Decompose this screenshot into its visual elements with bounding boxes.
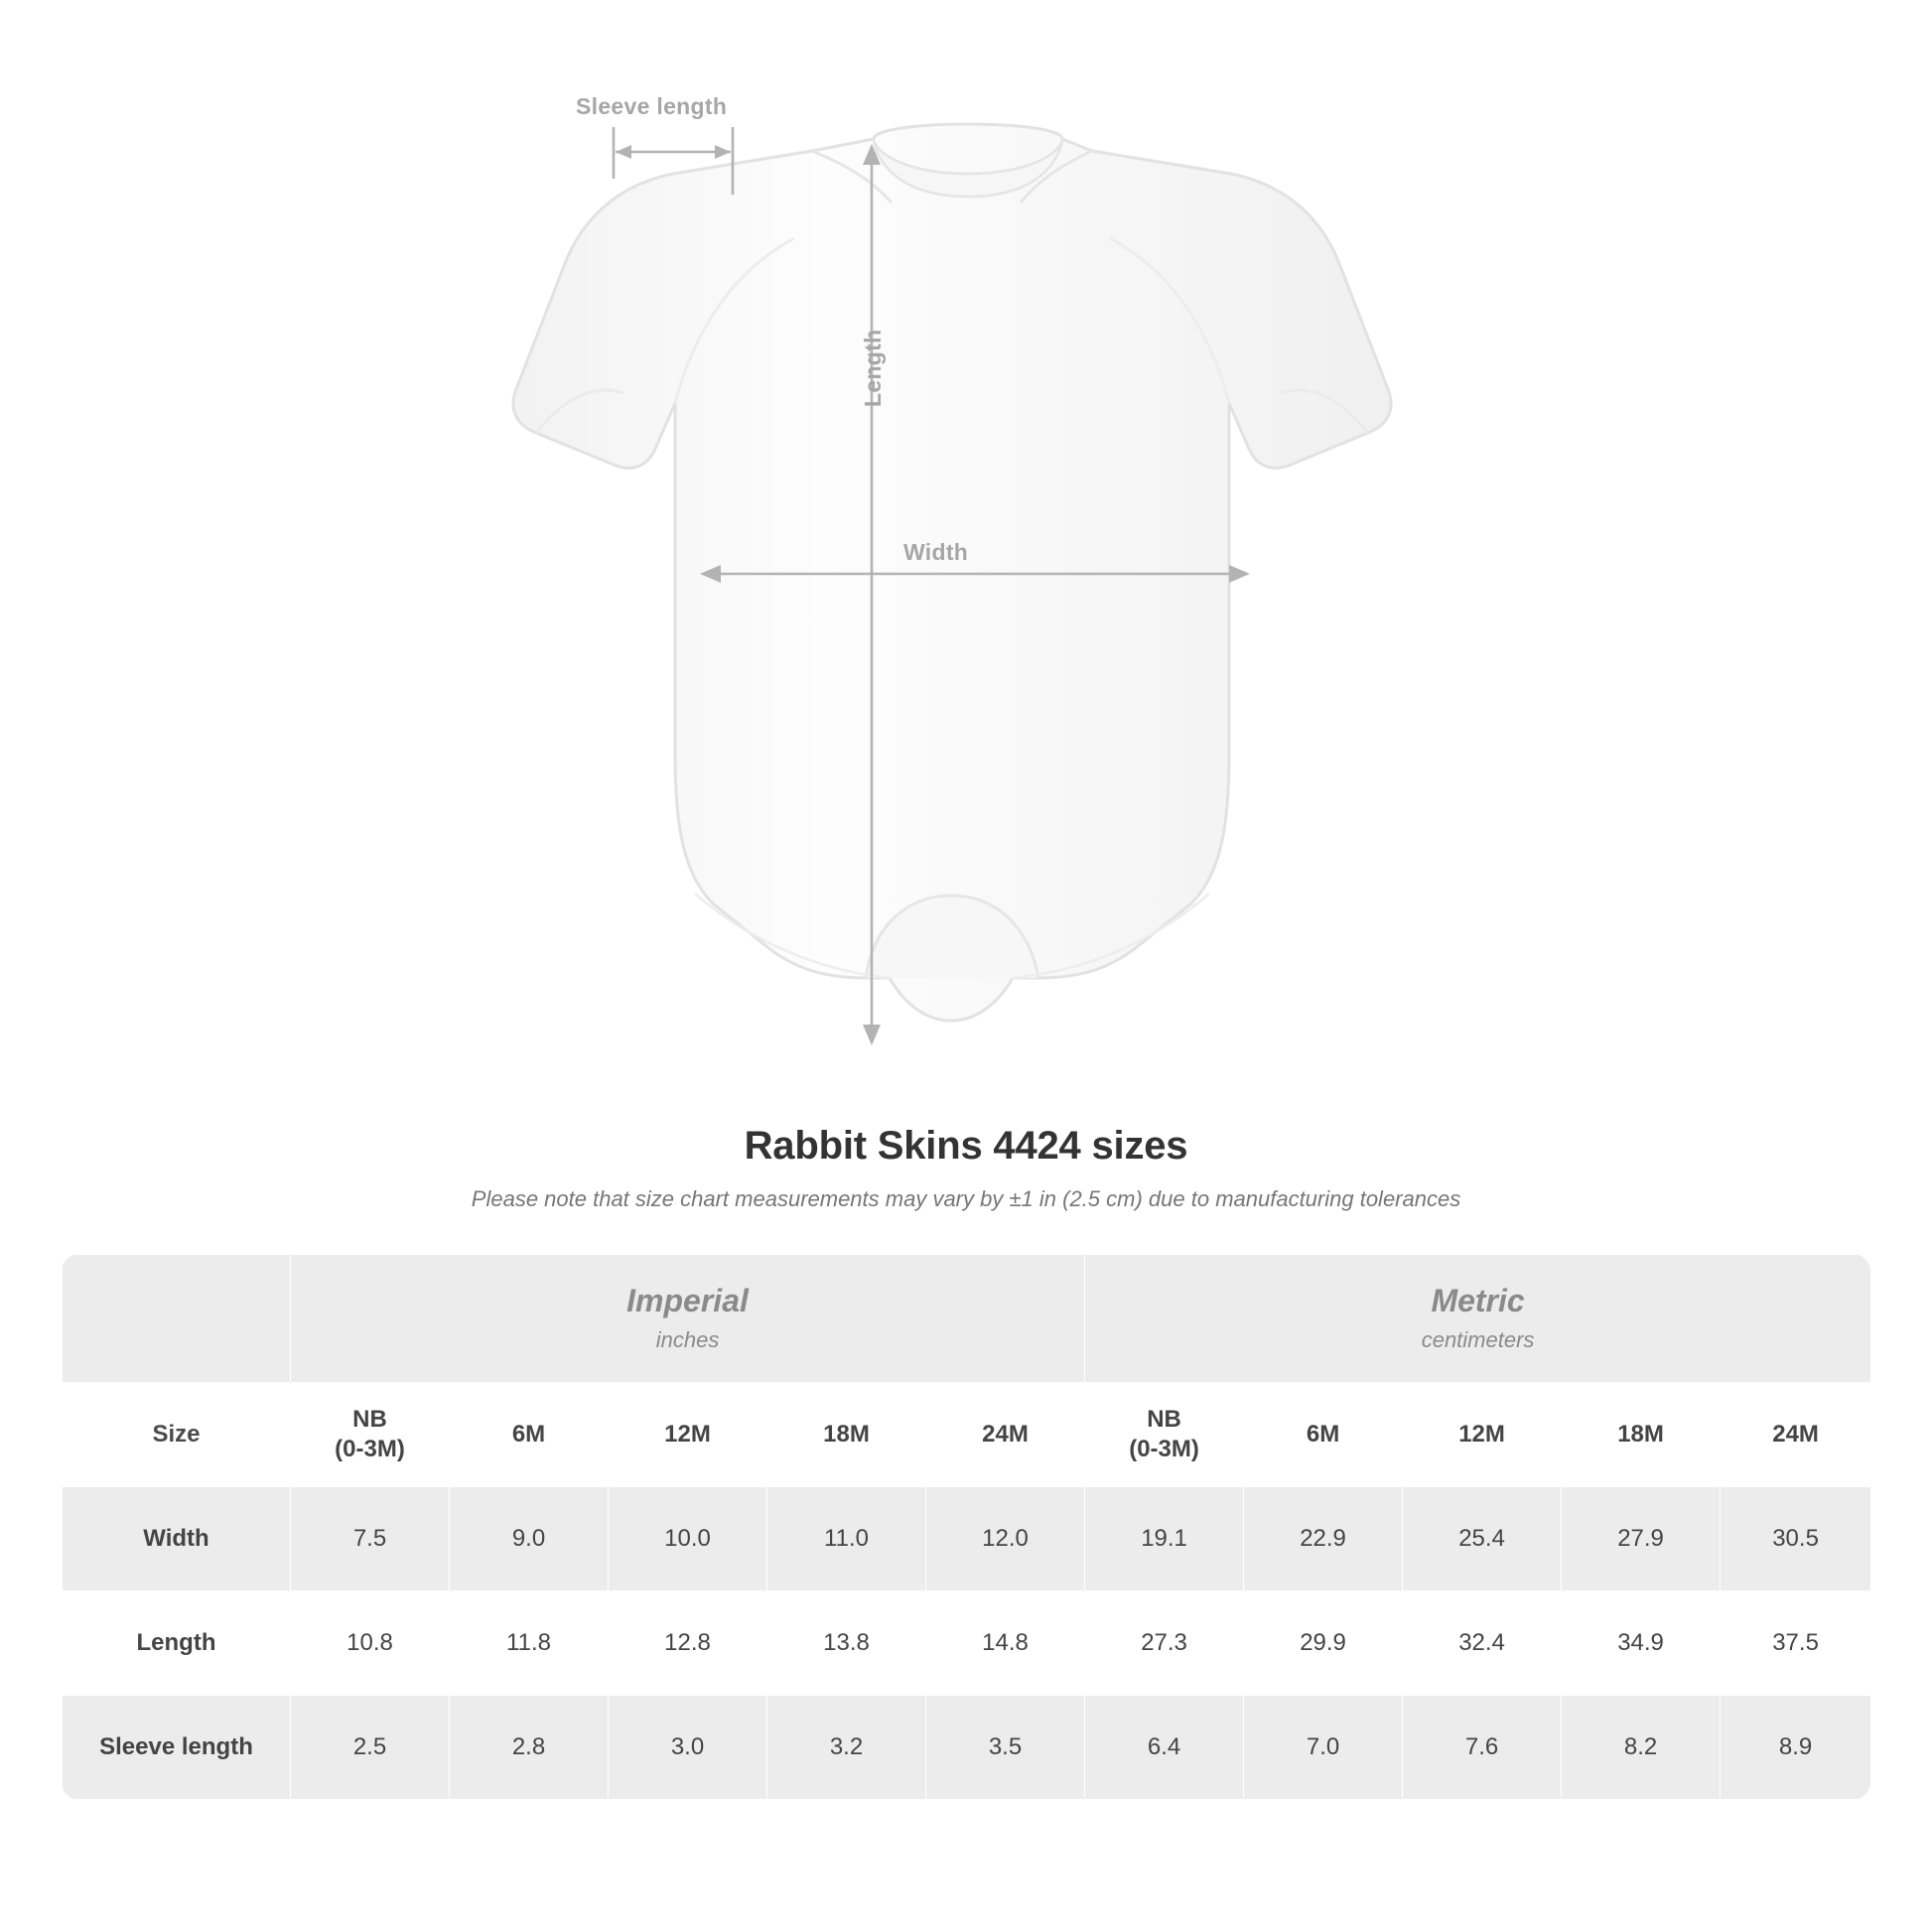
col-header-6m-imperial: 6M [450,1383,609,1487]
cell: 3.2 [767,1696,926,1800]
length-label: Length [860,329,886,407]
width-label: Width [903,539,969,565]
cell: 25.4 [1403,1487,1562,1591]
cell: 6.4 [1085,1696,1244,1800]
row-label-length: Length [63,1591,291,1696]
cell: 11.0 [767,1487,926,1591]
cell: 14.8 [926,1591,1085,1696]
cell: 7.0 [1244,1696,1403,1800]
col-header-24m-imperial: 24M [926,1383,1085,1487]
header-size: Size [63,1383,291,1487]
cell: 7.5 [291,1487,450,1591]
table-row [63,1591,1871,1696]
cell: 10.0 [609,1487,767,1591]
col-header-main: NB [352,1406,387,1433]
cell: 34.9 [1562,1591,1721,1696]
col-header-18m-metric: 18M [1562,1383,1721,1487]
unit-metric-name: Metric [1431,1283,1525,1319]
tolerance-note: Please note that size chart measurements may vary by ±1 in (2.5 cm) due to manufacturing tolerances [471,1186,1461,1211]
size-table-wrap [62,1254,1870,1800]
cell: 13.8 [767,1591,926,1696]
units-row [63,1255,1871,1383]
unit-imperial-name: Imperial [626,1283,749,1319]
cell: 27.3 [1085,1591,1244,1696]
row-label-width: Width [63,1487,291,1591]
cell: 22.9 [1244,1487,1403,1591]
cell: 11.8 [450,1591,609,1696]
cell: 37.5 [1721,1591,1870,1696]
table-corner [63,1255,291,1383]
unit-imperial [291,1255,1085,1383]
cell: 7.6 [1403,1696,1562,1800]
cell: 12.8 [609,1591,767,1696]
col-header-24m-metric: 24M [1721,1383,1870,1487]
col-header-6m-metric: 6M [1244,1383,1403,1487]
cell: 8.9 [1721,1696,1870,1800]
cell: 19.1 [1085,1487,1244,1591]
sleeve-length-label: Sleeve length [576,93,728,119]
col-header-nb-metric [1085,1383,1244,1487]
cell: 12.0 [926,1487,1085,1591]
cell: 30.5 [1721,1487,1870,1591]
col-header-main: NB [1147,1406,1181,1433]
col-header-nb-imperial [291,1383,450,1487]
cell: 27.9 [1562,1487,1721,1591]
unit-metric-sub: centimeters [1421,1326,1535,1352]
column-header-row [63,1383,1871,1487]
unit-imperial-sub: inches [655,1326,720,1352]
cell: 10.8 [291,1591,450,1696]
cell: 2.8 [450,1696,609,1800]
col-header-sub: (0-3M) [335,1436,405,1462]
cell: 3.0 [609,1696,767,1800]
cell: 29.9 [1244,1591,1403,1696]
title-block [0,1124,1932,1212]
cell: 32.4 [1403,1591,1562,1696]
row-label-sleeve-length: Sleeve length [63,1696,291,1800]
cell: 8.2 [1562,1696,1721,1800]
col-header-18m-imperial: 18M [767,1383,926,1487]
table-row [63,1487,1871,1591]
unit-metric [1085,1255,1870,1383]
col-header-12m-imperial: 12M [609,1383,767,1487]
cell: 9.0 [450,1487,609,1591]
col-header-sub: (0-3M) [1129,1436,1199,1462]
size-table [62,1254,1870,1800]
cell: 3.5 [926,1696,1085,1800]
col-header-12m-metric: 12M [1403,1383,1562,1487]
table-row [63,1696,1871,1800]
page-title: Rabbit Skins 4424 sizes [744,1124,1188,1168]
cell: 2.5 [291,1696,450,1800]
